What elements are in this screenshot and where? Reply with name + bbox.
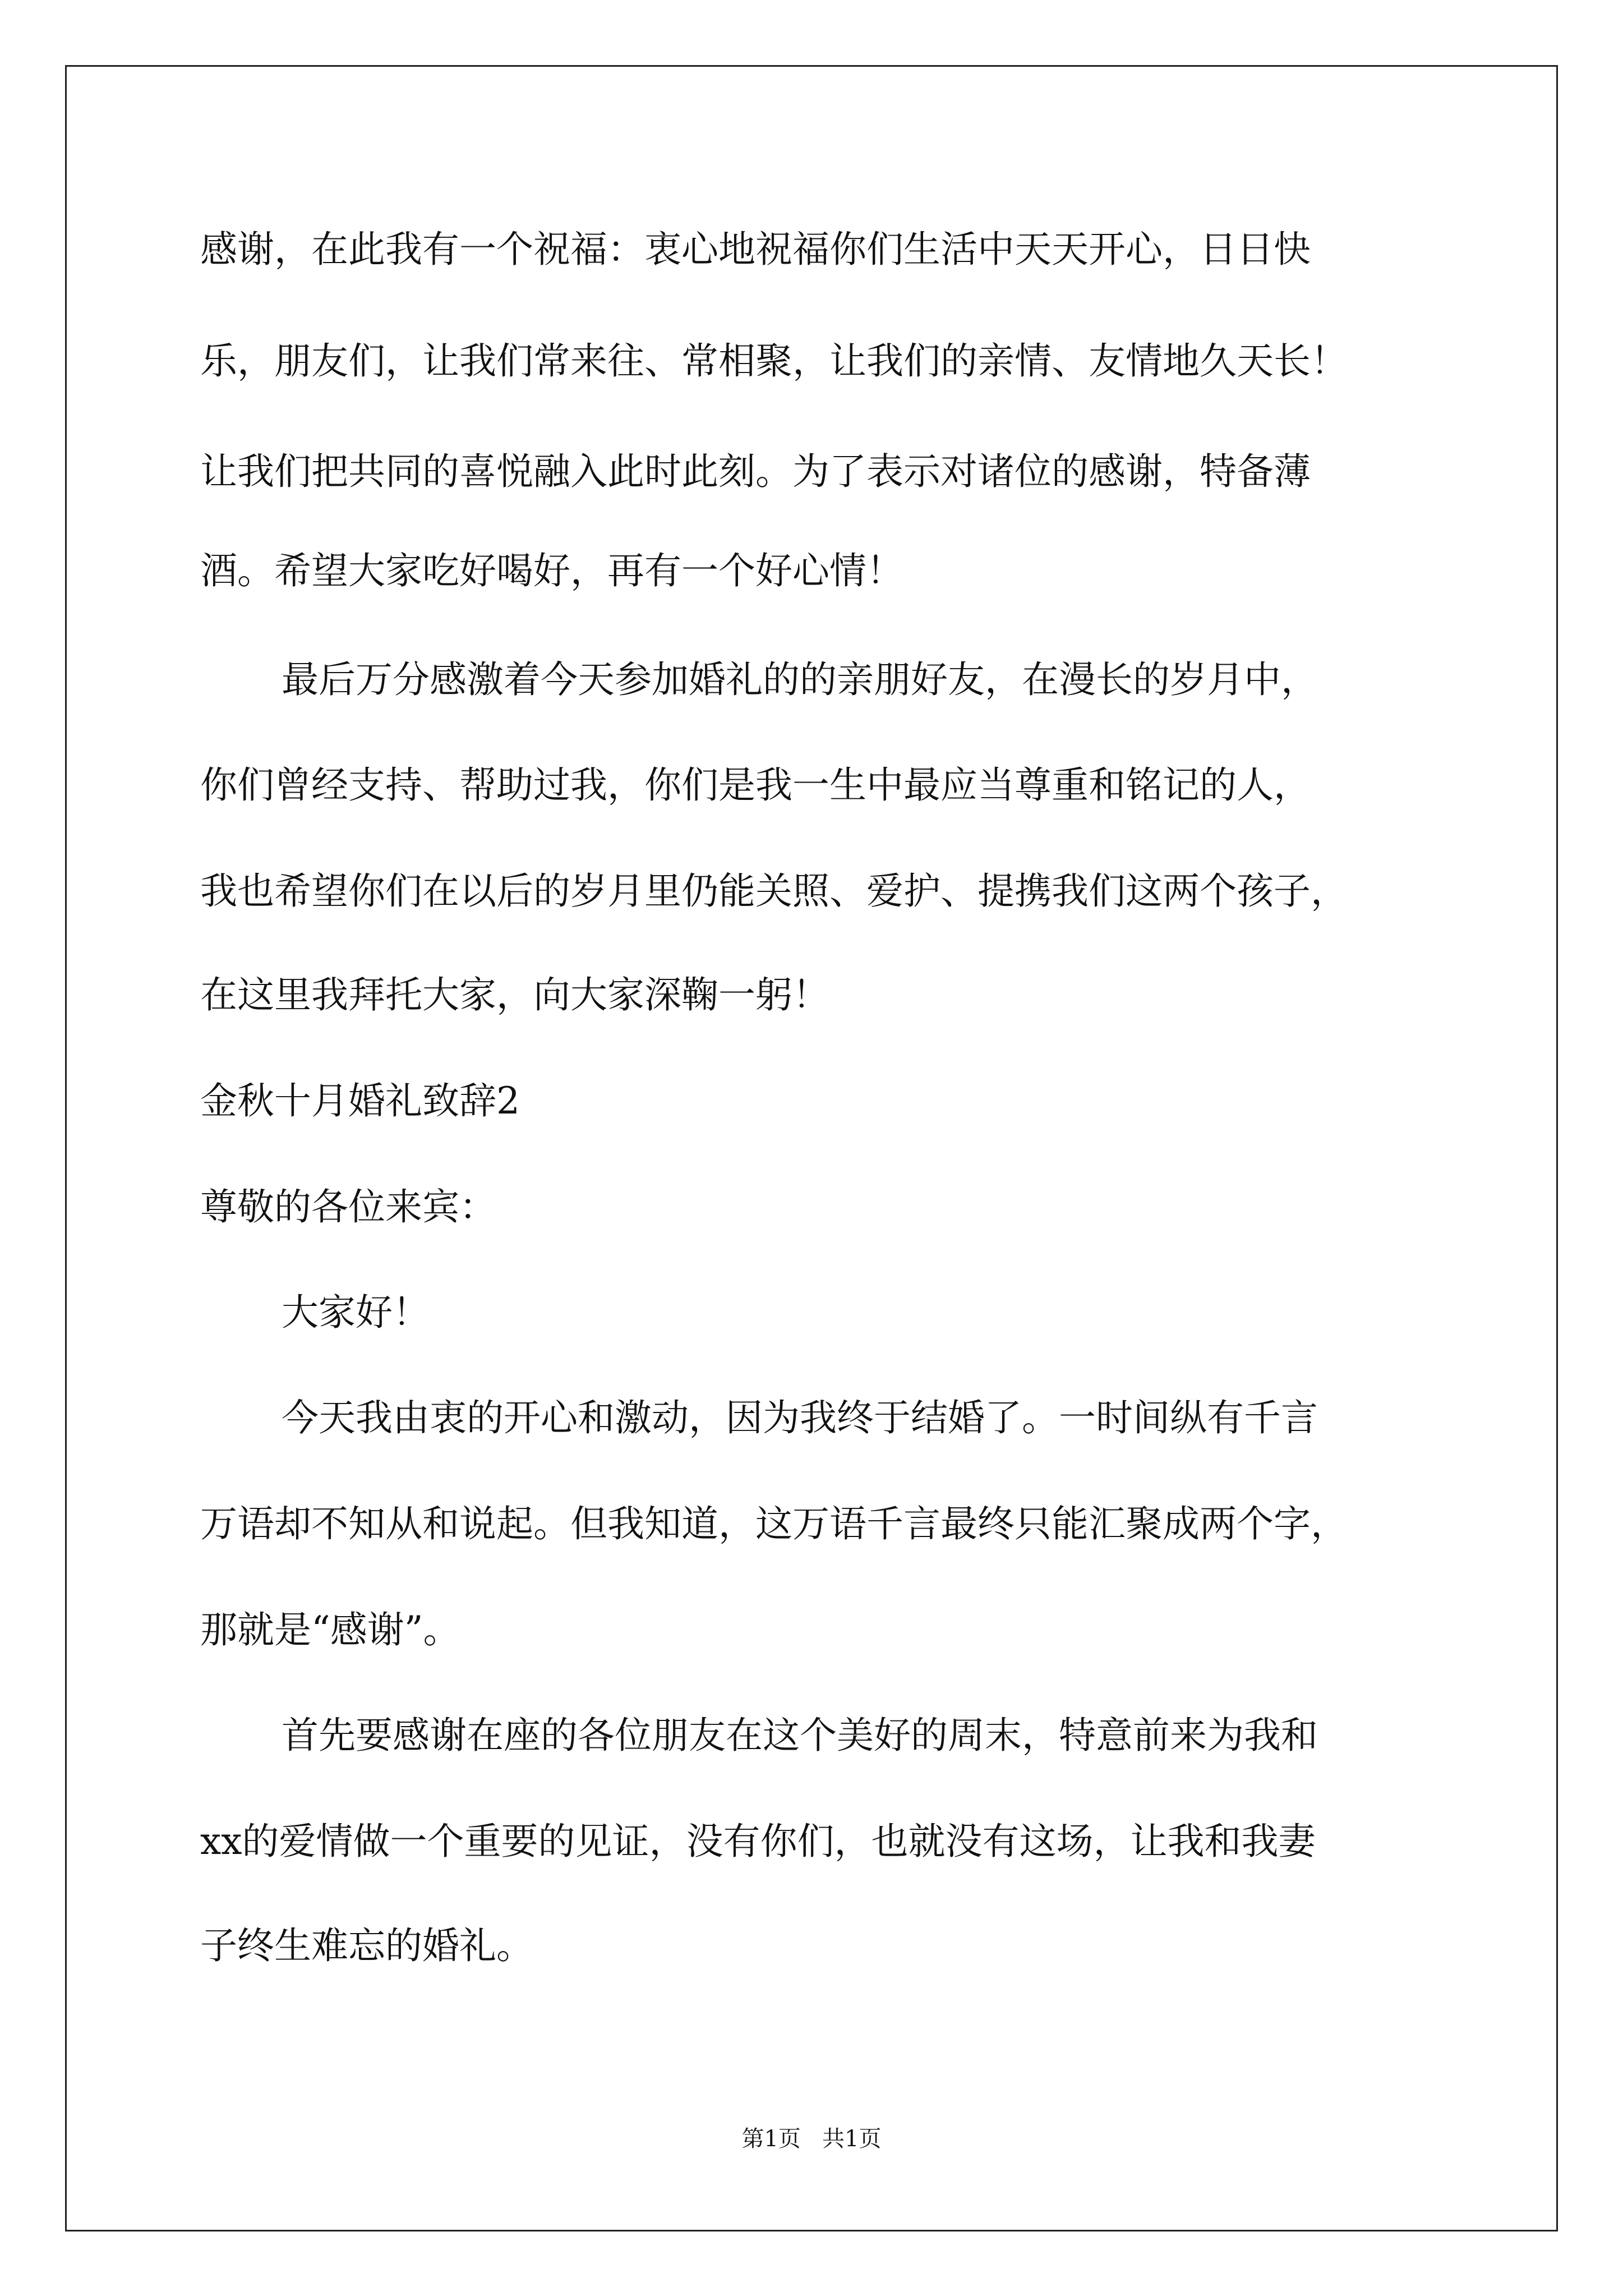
- text-line: 今天我由衷的开心和激动，因为我终于结婚了。一时间纵有千言: [282, 1396, 1318, 1439]
- text-line: 我也希望你们在以后的岁月里仍能关照、爱护、提携我们这两个孩子，: [200, 869, 1348, 913]
- text-line: 最后万分感激着今天参加婚礼的的亲朋好友，在漫长的岁月中，: [282, 658, 1318, 701]
- text-line: 子终生难忘的婚礼。: [200, 1924, 533, 1967]
- greeting: 尊敬的各位来宾：: [200, 1185, 496, 1228]
- text-line: 让我们把共同的喜悦融入此时此刻。为了表示对诸位的感谢，特备薄: [200, 450, 1311, 493]
- text-line: 万语却不知从和说起。但我知道，这万语千言最终只能汇聚成两个字，: [200, 1502, 1348, 1545]
- text-line: 那就是“感谢”。: [200, 1608, 460, 1651]
- text-line: 乐，朋友们，让我们常来往、常相聚，让我们的亲情、友情地久天长！: [200, 339, 1348, 383]
- page-border: [65, 65, 1558, 2231]
- text-line: 感谢，在此我有一个祝福：衷心地祝福你们生活中天天开心，日日快: [200, 228, 1311, 271]
- text-line: 你们曾经支持、帮助过我，你们是我一生中最应当尊重和铭记的人，: [200, 763, 1311, 807]
- text-line: 大家好！: [282, 1291, 430, 1334]
- section-heading: 金秋十月婚礼致辞2: [200, 1079, 520, 1122]
- text-line: 酒。希望大家吃好喝好，再有一个好心情！: [200, 549, 903, 592]
- page-footer: 第1页 共1页: [741, 2126, 882, 2152]
- text-line: 首先要感谢在座的各位朋友在这个美好的周末，特意前来为我和: [282, 1714, 1318, 1757]
- text-line: xx的爱情做一个重要的见证，没有你们，也就没有这场，让我和我妻: [200, 1820, 1316, 1863]
- text-line: 在这里我拜托大家，向大家深鞠一躬！: [200, 973, 829, 1016]
